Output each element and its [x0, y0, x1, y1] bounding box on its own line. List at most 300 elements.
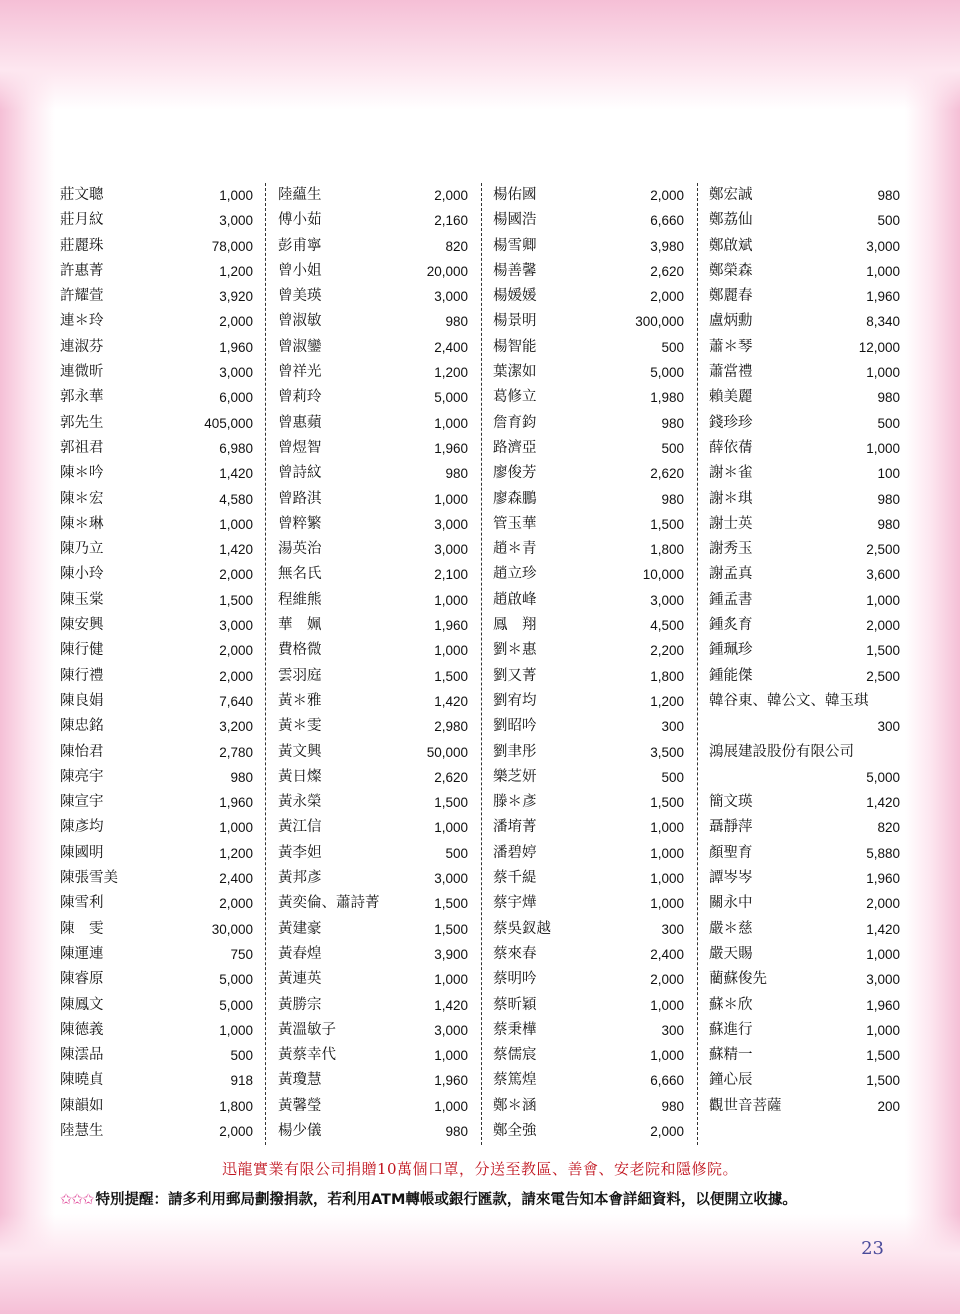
- donor-row: [278, 790, 468, 815]
- donor-name: 蔡儒宸: [493, 1047, 537, 1064]
- donor-name: 陳彥均: [60, 819, 104, 836]
- donor-row: [278, 411, 468, 436]
- donation-amount: 1,000: [866, 592, 900, 608]
- donor-name: 陳小玲: [60, 566, 104, 583]
- donor-row: [278, 917, 468, 942]
- donor-name: 鄭＊涵: [493, 1097, 537, 1114]
- donation-amount: 1,500: [866, 1048, 900, 1064]
- donor-row: [709, 841, 900, 866]
- donation-amount: 5,000: [219, 997, 253, 1013]
- donor-name: 盧炳勳: [709, 313, 753, 330]
- donation-amount: 1,500: [434, 896, 468, 912]
- donation-amount: 980: [230, 769, 253, 785]
- donor-name: 莊月紋: [60, 212, 104, 229]
- donor-row: [60, 740, 253, 765]
- donor-name: 連＊玲: [60, 313, 104, 330]
- donor-name: 黃＊雅: [278, 692, 322, 709]
- donation-amount: 3,000: [434, 516, 468, 532]
- donation-amount: 1,200: [219, 263, 253, 279]
- donor-name: 曾美瑛: [278, 288, 322, 305]
- donation-amount: 2,160: [434, 213, 468, 229]
- donor-row: [709, 259, 900, 284]
- donor-name: 潘碧婷: [493, 844, 537, 861]
- donation-amount: 2,000: [219, 896, 253, 912]
- donor-name: 劉＊惠: [493, 642, 537, 659]
- donation-amount: 7,640: [219, 693, 253, 709]
- donor-name: 曾祥光: [278, 364, 322, 381]
- donation-amount: 1,420: [866, 921, 900, 937]
- donation-amount: 2,000: [650, 188, 684, 203]
- donor-name: 鴻展建設股份有限公司: [709, 743, 854, 760]
- donor-row: [60, 993, 253, 1018]
- donation-amount: 3,980: [650, 238, 684, 254]
- donor-name: 費格微: [278, 642, 322, 659]
- donation-amount: 3,000: [434, 289, 468, 305]
- donation-amount: 2,000: [650, 972, 684, 988]
- donor-row: [493, 638, 684, 663]
- donor-row: [493, 689, 684, 714]
- donor-row: [493, 1043, 684, 1068]
- donor-row: [709, 436, 900, 461]
- donation-amount: 8,340: [866, 314, 900, 330]
- donation-amount: 3,000: [434, 1022, 468, 1038]
- donation-amount: 2,000: [219, 643, 253, 659]
- donation-amount: 4,500: [650, 618, 684, 634]
- donor-name: 趙啟峰: [493, 591, 537, 608]
- donor-name: 許耀萱: [60, 288, 104, 305]
- donation-amount: 2,400: [650, 946, 684, 962]
- donation-amount: 1,500: [434, 668, 468, 684]
- donation-amount: 500: [661, 769, 684, 785]
- donor-name: 鳳 翔: [493, 617, 537, 634]
- donor-row: [493, 1094, 684, 1119]
- donation-amount: 3,000: [434, 542, 468, 558]
- donor-name: 曾莉玲: [278, 389, 322, 406]
- donor-row: [60, 613, 253, 638]
- donor-name: 曾路淇: [278, 490, 322, 507]
- donation-amount: 980: [445, 1123, 468, 1139]
- donor-name: 謝＊琪: [709, 490, 753, 507]
- donor-row: [709, 967, 900, 992]
- donor-row: [493, 1119, 684, 1144]
- donor-row: [709, 815, 900, 840]
- donation-amount: 1,000: [866, 440, 900, 456]
- donor-row: [709, 942, 900, 967]
- donor-name: 薛依蒨: [709, 439, 753, 456]
- donor-row: [60, 917, 253, 942]
- donor-name: 黃江信: [278, 819, 322, 836]
- donor-row: [493, 284, 684, 309]
- donation-amount: 1,500: [434, 921, 468, 937]
- donor-name: 黃連英: [278, 971, 322, 988]
- donor-row: [60, 284, 253, 309]
- donation-amount: 2,500: [866, 668, 900, 684]
- donation-amount: 1,960: [434, 1073, 468, 1089]
- donor-name: 蔡秉樺: [493, 1021, 537, 1038]
- donor-name: 鍾珮珍: [709, 642, 753, 659]
- donation-amount: 1,000: [650, 1048, 684, 1064]
- donor-name: 陳德義: [60, 1021, 104, 1038]
- donor-name: 韓谷東、韓公文、韓玉琪: [709, 692, 869, 709]
- donor-row: [493, 993, 684, 1018]
- donor-name: 蔡篤煌: [493, 1072, 537, 1089]
- donor-name: 樂芝妍: [493, 768, 537, 785]
- donation-amount: 3,500: [650, 744, 684, 760]
- donation-amount: 300,000: [635, 314, 684, 330]
- donation-amount: 1,000: [434, 820, 468, 836]
- donor-name: 關永中: [709, 895, 753, 912]
- donor-name: 路濟亞: [493, 439, 537, 456]
- donation-amount: 1,500: [650, 516, 684, 532]
- donor-row: [60, 461, 253, 486]
- donation-amount: 1,960: [866, 871, 900, 887]
- donor-name: 聶靜萍: [709, 819, 753, 836]
- donor-row: [278, 208, 468, 233]
- donor-name: 楊媛媛: [493, 288, 537, 305]
- donation-amount: 1,420: [434, 693, 468, 709]
- donor-name: 程維熊: [278, 591, 322, 608]
- donor-row: [278, 942, 468, 967]
- donor-row: [278, 259, 468, 284]
- donor-row: [709, 891, 900, 916]
- donor-row: [709, 613, 900, 638]
- donation-amount: 2,200: [650, 643, 684, 659]
- donor-name: 曾煜智: [278, 439, 322, 456]
- star-icon: ✩✩✩: [60, 1192, 94, 1208]
- donor-row: [709, 461, 900, 486]
- donor-row: [493, 360, 684, 385]
- donor-name: 楊國浩: [493, 212, 537, 229]
- donor-row: [709, 638, 900, 663]
- donation-amount: 1,000: [434, 643, 468, 659]
- page-number: 23: [861, 1238, 884, 1259]
- donor-row: [493, 866, 684, 891]
- donor-row: [60, 562, 253, 587]
- donor-row: [493, 815, 684, 840]
- donor-name: 黃文興: [278, 743, 322, 760]
- donor-row: [278, 866, 468, 891]
- donor-row: [709, 360, 900, 385]
- donation-amount: 6,980: [219, 440, 253, 456]
- donor-name: 蕭當禮: [709, 364, 753, 381]
- donor-name: 蔡宇燁: [493, 895, 537, 912]
- donor-name: 陳＊琳: [60, 515, 104, 532]
- donor-row: [60, 714, 253, 739]
- donation-amount: 3,000: [219, 618, 253, 634]
- donor-name: 謝孟真: [709, 566, 753, 583]
- donor-name: 陳亮宇: [60, 768, 104, 785]
- donor-row: [709, 588, 900, 613]
- donation-amount: 1,200: [434, 365, 468, 381]
- donor-name: 傅小茹: [278, 212, 322, 229]
- donor-row: [493, 537, 684, 562]
- donor-row: [278, 967, 468, 992]
- donor-name: 陳運連: [60, 945, 104, 962]
- donor-name: 賴美麗: [709, 389, 753, 406]
- donor-row: [278, 1043, 468, 1068]
- donor-name: 謝＊雀: [709, 465, 753, 482]
- donation-amount: 1,500: [650, 795, 684, 811]
- donation-amount: 500: [445, 845, 468, 861]
- donation-amount: 1,000: [434, 415, 468, 431]
- donation-amount: 1,960: [866, 997, 900, 1013]
- donor-row: [60, 967, 253, 992]
- donor-row: [493, 664, 684, 689]
- donor-name: 謝士英: [709, 515, 753, 532]
- donor-name: 蔡吳釵越: [493, 920, 551, 937]
- donor-row: [493, 841, 684, 866]
- donation-amount: 3,000: [434, 871, 468, 887]
- donation-amount: 6,660: [650, 213, 684, 229]
- donor-row: [278, 1018, 468, 1043]
- donation-amount: 1,980: [650, 390, 684, 406]
- donor-row: [493, 562, 684, 587]
- donor-row: [709, 208, 900, 233]
- donation-amount: 1,960: [219, 795, 253, 811]
- donation-amount: 30,000: [211, 921, 253, 937]
- donor-name: 連微昕: [60, 364, 104, 381]
- donation-amount: 980: [445, 466, 468, 482]
- donor-row: [709, 537, 900, 562]
- donation-amount: 500: [661, 339, 684, 355]
- donor-row: [60, 1119, 253, 1144]
- donor-row: [278, 461, 468, 486]
- donor-name: 楊佑國: [493, 187, 537, 203]
- donor-name: 黃蔡幸代: [278, 1047, 336, 1064]
- donor-name: 郭先生: [60, 414, 104, 431]
- donor-name: 陳韻如: [60, 1097, 104, 1114]
- donation-amount: 12,000: [858, 339, 900, 355]
- donor-name: 彭甫寧: [278, 237, 322, 254]
- donor-row: [60, 335, 253, 360]
- donor-name: 劉聿彤: [493, 743, 537, 760]
- donation-amount: 300: [877, 719, 900, 735]
- donor-row: [709, 335, 900, 360]
- donor-row: [493, 436, 684, 461]
- donation-amount: 1,960: [434, 440, 468, 456]
- donor-row: [60, 234, 253, 259]
- donor-row: [493, 917, 684, 942]
- donor-name: 蔡來春: [493, 945, 537, 962]
- donor-name: 葛修立: [493, 389, 537, 406]
- donor-row: [278, 487, 468, 512]
- donation-amount: 2,000: [219, 668, 253, 684]
- donor-name: 鄭啟斌: [709, 237, 753, 254]
- donor-name: 陳曉貞: [60, 1072, 104, 1089]
- donor-row: [493, 1068, 684, 1093]
- donor-row: [278, 309, 468, 334]
- donor-name: 陳 雯: [60, 920, 104, 937]
- donor-row: [278, 183, 468, 208]
- donation-amount: 200: [877, 1098, 900, 1114]
- donor-row: [278, 360, 468, 385]
- donation-amount: 500: [877, 213, 900, 229]
- donor-name: 楊雪卿: [493, 237, 537, 254]
- donation-amount: 1,500: [866, 1073, 900, 1089]
- donor-row: [493, 234, 684, 259]
- donor-name: 黃瓊慧: [278, 1072, 322, 1089]
- donation-amount: 2,620: [650, 263, 684, 279]
- donation-amount: 6,000: [219, 390, 253, 406]
- donation-amount: 1,000: [434, 1098, 468, 1114]
- donor-name: 鄭榮森: [709, 262, 753, 279]
- donor-row: [278, 234, 468, 259]
- donor-row: [709, 1094, 900, 1119]
- donor-name: 嚴天賜: [709, 945, 753, 962]
- donation-amount: 2,000: [219, 1123, 253, 1139]
- donor-row: [60, 1018, 253, 1043]
- donation-amount: 980: [661, 491, 684, 507]
- donation-amount: 2,000: [650, 289, 684, 305]
- donor-row: [60, 411, 253, 436]
- donor-name: 廖俊芳: [493, 465, 537, 482]
- donor-row: [278, 335, 468, 360]
- donation-amount: 1,800: [219, 1098, 253, 1114]
- donation-amount: 3,000: [866, 238, 900, 254]
- donor-row: [493, 942, 684, 967]
- donor-name: 黃邦彥: [278, 870, 322, 887]
- donor-name: 謝秀玉: [709, 541, 753, 558]
- donor-name: 詹育鈞: [493, 414, 537, 431]
- donor-name: 無名氏: [278, 566, 322, 583]
- donor-row: [60, 689, 253, 714]
- donor-name: 楊善馨: [493, 262, 537, 279]
- donor-row: [493, 335, 684, 360]
- donor-name: 黃春煌: [278, 945, 322, 962]
- donor-row: [278, 284, 468, 309]
- donor-row: [278, 1068, 468, 1093]
- donor-name: 湯英治: [278, 541, 322, 558]
- donor-name: 曾粹繁: [278, 515, 322, 532]
- donor-name: 莊麗珠: [60, 237, 104, 254]
- donor-row: [278, 537, 468, 562]
- donor-row: [493, 967, 684, 992]
- donation-amount: 405,000: [204, 415, 253, 431]
- donor-row: [709, 993, 900, 1018]
- donor-row: [278, 714, 468, 739]
- donor-row: [493, 385, 684, 410]
- donor-row: [60, 1043, 253, 1068]
- donor-row: [60, 1068, 253, 1093]
- donation-amount: 980: [877, 188, 900, 203]
- donor-name: 蔡昕穎: [493, 996, 537, 1013]
- donor-name: 陳安興: [60, 617, 104, 634]
- donor-row: [709, 562, 900, 587]
- donor-row: [709, 512, 900, 537]
- donor-name: 莊文聰: [60, 187, 104, 203]
- donor-column-4: [709, 183, 900, 1119]
- donation-amount: 1,420: [434, 997, 468, 1013]
- donation-amount: 1,000: [434, 1048, 468, 1064]
- donor-name: 楊景明: [493, 313, 537, 330]
- donor-name: 劉又菁: [493, 667, 537, 684]
- donor-name: 鄭全強: [493, 1122, 537, 1139]
- donation-amount: 3,000: [219, 365, 253, 381]
- donor-row: [493, 790, 684, 815]
- donor-name: 陸蘊生: [278, 187, 322, 203]
- donation-amount: 2,100: [434, 567, 468, 583]
- donor-row: [278, 689, 468, 714]
- donation-amount: 1,420: [866, 795, 900, 811]
- donor-row: [493, 512, 684, 537]
- donor-name: 陳＊吟: [60, 465, 104, 482]
- donation-amount: 3,000: [219, 213, 253, 229]
- donation-notice: 迅龍實業有限公司捐贈10萬個口罩，分送至教區、善會、安老院和隱修院。: [221, 1160, 739, 1178]
- donation-amount: 500: [230, 1048, 253, 1064]
- donor-name: 曾小姐: [278, 262, 322, 279]
- donor-name: 黃日燦: [278, 768, 322, 785]
- donor-name: 曾惠蘋: [278, 414, 322, 431]
- donor-row: [60, 259, 253, 284]
- donation-amount: 2,000: [650, 1123, 684, 1139]
- donor-row: [493, 183, 684, 208]
- donation-amount: 5,000: [650, 365, 684, 381]
- donor-row: [278, 588, 468, 613]
- reminder-text: 特別提醒：請多利用郵局劃撥捐款，若利用ATM轉帳或銀行匯款，請來電告知本會詳細資料，以便開立收據。: [95, 1192, 797, 1208]
- donation-amount: 1,420: [219, 542, 253, 558]
- donation-amount: 3,900: [434, 946, 468, 962]
- donor-name: 鄭荔仙: [709, 212, 753, 229]
- donor-row: [60, 487, 253, 512]
- donation-amount: 1,960: [434, 618, 468, 634]
- donor-row: [278, 765, 468, 790]
- donor-name: 劉宥均: [493, 692, 537, 709]
- donation-amount: 2,400: [219, 871, 253, 887]
- donor-row: [60, 537, 253, 562]
- donation-amount: 980: [445, 314, 468, 330]
- donor-row: [60, 815, 253, 840]
- donation-amount: 2,980: [434, 719, 468, 735]
- donor-name: 蘇＊欣: [709, 996, 753, 1013]
- donation-amount: 3,200: [219, 719, 253, 735]
- donation-amount: 820: [877, 820, 900, 836]
- donor-name: 鄭麗春: [709, 288, 753, 305]
- donor-name: 黃溫敏子: [278, 1021, 336, 1038]
- donation-amount: 300: [661, 719, 684, 735]
- donation-amount: 2,000: [866, 896, 900, 912]
- donor-row: [278, 385, 468, 410]
- donor-row: [709, 1043, 900, 1068]
- donation-amount: 3,920: [219, 289, 253, 305]
- donor-row: [60, 512, 253, 537]
- donation-amount: 300: [661, 1022, 684, 1038]
- donor-name: 蔡明吟: [493, 971, 537, 988]
- donor-row: [60, 588, 253, 613]
- donor-name: 藺蘇俊先: [709, 971, 767, 988]
- donation-amount: 1,200: [650, 693, 684, 709]
- donor-row: [60, 866, 253, 891]
- donation-amount: 500: [877, 415, 900, 431]
- donor-column-1: [60, 183, 253, 1144]
- donation-amount: 1,800: [650, 668, 684, 684]
- donation-amount: 1,000: [219, 188, 253, 203]
- donation-amount: 980: [877, 390, 900, 406]
- donor-name: 鄭宏誠: [709, 187, 753, 203]
- donor-name: 陳良娟: [60, 692, 104, 709]
- donor-row: [278, 1094, 468, 1119]
- donor-name: 黃馨瑩: [278, 1097, 322, 1114]
- donor-row: [709, 866, 900, 891]
- donor-row: [278, 891, 468, 916]
- donation-amount: 820: [445, 238, 468, 254]
- donor-row: [60, 841, 253, 866]
- donation-amount: 1,000: [650, 997, 684, 1013]
- donor-name: 陸慧生: [60, 1122, 104, 1139]
- donor-name: 陳睿原: [60, 971, 104, 988]
- donation-amount: 20,000: [426, 263, 468, 279]
- donation-amount: 1,000: [650, 845, 684, 861]
- donor-row: [278, 993, 468, 1018]
